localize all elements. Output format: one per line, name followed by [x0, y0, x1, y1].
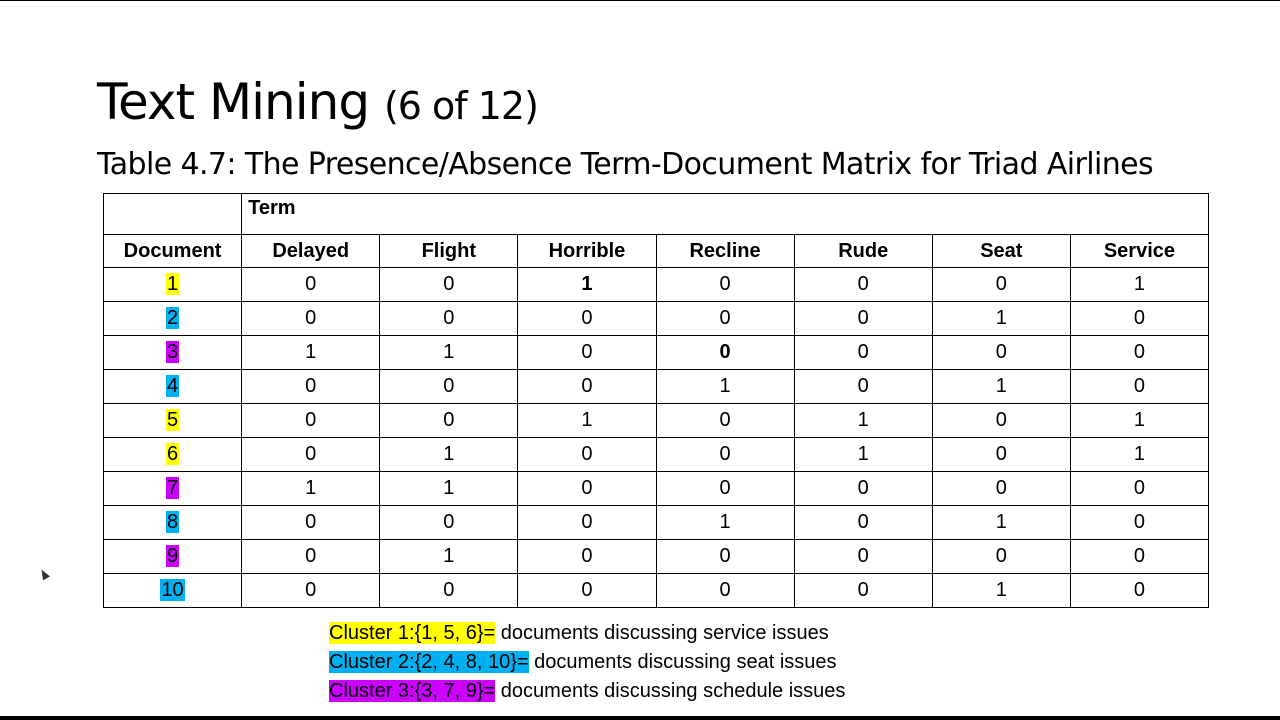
cluster-description: documents discussing service issues [495, 622, 829, 644]
term-value-cell: 0 [932, 540, 1070, 574]
mouse-cursor-icon [38, 568, 50, 581]
cluster-description: documents discussing seat issues [528, 651, 837, 673]
document-cell [104, 302, 242, 336]
term-value-cell: 1 [932, 302, 1070, 336]
document-id: 7 [167, 477, 179, 499]
document-id: 2 [167, 307, 179, 329]
blank-cell [104, 194, 242, 235]
term-value-cell: 0 [242, 574, 380, 608]
term-value-cell: 0 [242, 370, 380, 404]
term-value-cell: 0 [656, 268, 794, 302]
table-row [104, 540, 1209, 574]
term-value-cell: 1 [1070, 268, 1208, 302]
term-value-cell: 0 [1070, 506, 1208, 540]
term-value-cell: 0 [1070, 574, 1208, 608]
table-row [104, 438, 1209, 472]
document-cell [104, 438, 242, 472]
term-value-cell: 0 [242, 540, 380, 574]
top-border [0, 0, 1280, 1]
term-value-cell: 0 [656, 540, 794, 574]
term-value-cell: 1 [932, 370, 1070, 404]
document-cell [104, 370, 242, 404]
cluster-legend [329, 619, 845, 706]
cluster-label: Cluster 1:{1, 5, 6}= [329, 622, 496, 644]
document-id: 3 [167, 341, 179, 363]
document-id: 8 [167, 511, 179, 533]
document-cell [104, 506, 242, 540]
term-value-cell: 0 [656, 302, 794, 336]
term-value-cell: 1 [380, 540, 518, 574]
term-value-cell: 0 [794, 472, 932, 506]
document-id: 10 [161, 579, 184, 601]
table-row [104, 506, 1209, 540]
term-value-cell: 0 [380, 370, 518, 404]
document-id: 5 [167, 409, 179, 431]
slide-title [97, 72, 538, 136]
term-value-cell: 0 [794, 268, 932, 302]
table-row [104, 336, 1209, 370]
term-column-header: Flight [380, 235, 518, 268]
term-value-cell: 0 [794, 302, 932, 336]
term-value-cell: 1 [932, 506, 1070, 540]
term-value-cell: 1 [380, 472, 518, 506]
document-id: 6 [167, 443, 179, 465]
term-column-header: Delayed [242, 235, 380, 268]
term-value-cell: 1 [242, 472, 380, 506]
term-value-cell: 0 [932, 472, 1070, 506]
term-value-cell: 0 [518, 506, 656, 540]
document-cell [104, 540, 242, 574]
term-value-cell: 0 [656, 336, 794, 370]
document-id: 9 [167, 545, 179, 567]
document-cell [104, 336, 242, 370]
term-value-cell: 0 [380, 404, 518, 438]
term-value-cell: 0 [380, 302, 518, 336]
table-row [104, 302, 1209, 336]
term-value-cell: 0 [1070, 302, 1208, 336]
cluster-label: Cluster 2:{2, 4, 8, 10}= [329, 651, 529, 673]
cluster-description: documents discussing schedule issues [495, 680, 846, 702]
document-cell [104, 404, 242, 438]
term-value-cell: 1 [794, 404, 932, 438]
term-value-cell: 0 [518, 540, 656, 574]
term-value-cell: 0 [380, 506, 518, 540]
term-value-cell: 1 [242, 336, 380, 370]
document-header: Document [104, 235, 242, 268]
term-value-cell: 0 [518, 574, 656, 608]
term-value-cell: 0 [518, 302, 656, 336]
term-value-cell: 0 [794, 540, 932, 574]
legend-item-cluster-1 [329, 619, 845, 648]
term-value-cell: 0 [242, 404, 380, 438]
term-value-cell: 0 [656, 438, 794, 472]
term-value-cell: 0 [794, 370, 932, 404]
term-value-cell: 1 [518, 268, 656, 302]
term-value-cell: 0 [380, 574, 518, 608]
term-value-cell: 0 [242, 302, 380, 336]
term-value-cell: 0 [242, 268, 380, 302]
term-column-header: Horrible [518, 235, 656, 268]
term-value-cell: 0 [242, 438, 380, 472]
document-id: 4 [167, 375, 179, 397]
document-cell [104, 574, 242, 608]
term-document-matrix [103, 193, 1209, 608]
term-value-cell: 1 [1070, 438, 1208, 472]
term-value-cell: 1 [1070, 404, 1208, 438]
legend-item-cluster-3 [329, 677, 845, 706]
document-id: 1 [167, 273, 179, 295]
cluster-label: Cluster 3:{3, 7, 9}= [329, 680, 496, 702]
term-column-header: Seat [932, 235, 1070, 268]
term-value-cell: 0 [1070, 472, 1208, 506]
term-value-cell: 0 [932, 404, 1070, 438]
term-value-cell: 0 [518, 336, 656, 370]
term-value-cell: 1 [932, 574, 1070, 608]
bottom-border [0, 716, 1280, 720]
term-value-cell: 0 [1070, 540, 1208, 574]
legend-item-cluster-2 [329, 648, 845, 677]
term-value-cell: 0 [932, 268, 1070, 302]
term-value-cell: 1 [518, 404, 656, 438]
document-cell [104, 268, 242, 302]
term-column-header: Rude [794, 235, 932, 268]
title-text: Text Mining [97, 73, 370, 131]
term-column-header: Recline [656, 235, 794, 268]
term-value-cell: 0 [656, 472, 794, 506]
term-value-cell: 0 [242, 506, 380, 540]
table-caption: Table 4.7: The Presence/Absence Term-Document Matrix for Triad Airlines [97, 147, 1153, 182]
title-page-count: (6 of 12) [383, 84, 538, 128]
term-value-cell: 0 [518, 438, 656, 472]
table-row [104, 472, 1209, 506]
term-value-cell: 0 [794, 574, 932, 608]
term-value-cell: 0 [518, 370, 656, 404]
term-value-cell: 1 [656, 506, 794, 540]
term-header: Term [242, 194, 1209, 235]
term-value-cell: 0 [794, 336, 932, 370]
document-cell [104, 472, 242, 506]
term-value-cell: 0 [1070, 336, 1208, 370]
term-value-cell: 0 [656, 574, 794, 608]
term-value-cell: 0 [1070, 370, 1208, 404]
term-value-cell: 1 [380, 438, 518, 472]
term-value-cell: 0 [794, 506, 932, 540]
term-value-cell: 1 [656, 370, 794, 404]
term-value-cell: 1 [794, 438, 932, 472]
term-value-cell: 0 [656, 404, 794, 438]
table-row [104, 404, 1209, 438]
term-value-cell: 0 [932, 336, 1070, 370]
table-row [104, 574, 1209, 608]
term-column-header: Service [1070, 235, 1208, 268]
term-value-cell: 1 [380, 336, 518, 370]
term-value-cell: 0 [380, 268, 518, 302]
term-value-cell: 0 [932, 438, 1070, 472]
term-value-cell: 0 [518, 472, 656, 506]
table-row [104, 268, 1209, 302]
table-row [104, 370, 1209, 404]
